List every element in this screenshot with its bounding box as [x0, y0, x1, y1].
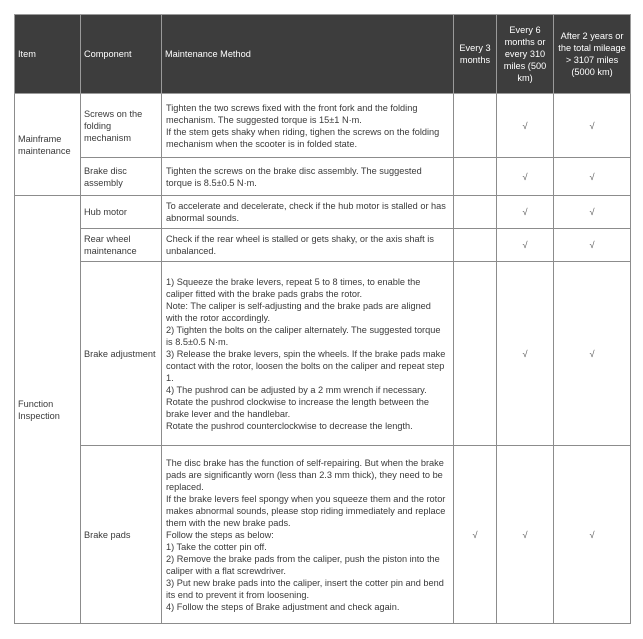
- method-line: 3) Put new brake pads into the caliper, insert the cotter pin and bend its end to prevent it from loosening.: [166, 577, 444, 600]
- table-row: [15, 196, 631, 229]
- header-maintenance-method: Maintenance Method: [162, 15, 454, 94]
- method-line: Note: The caliper is self-adjusting and the brake pads are aligned with the rotor accordingly.: [166, 300, 431, 323]
- check-cell-every-3-months: [454, 196, 497, 229]
- component-cell: Rear wheel maintenance: [81, 229, 162, 262]
- method-cell: [162, 229, 454, 262]
- check-mark: √: [497, 196, 554, 229]
- method-line: 4) The pushrod can be adjusted by a 2 mm wrench if necessary. Rotate the pushrod clockwise to increase the length between the brake lever and the handlebar.: [166, 384, 430, 419]
- method-line: 2) Remove the brake pads from the caliper, push the piston into the caliper with a flat screwdriver.: [166, 553, 440, 576]
- table-row: [15, 94, 631, 158]
- group-mainframe-maintenance: Mainframe maintenance: [15, 94, 81, 196]
- header-item: Item: [15, 15, 81, 94]
- check-cell-every-3-months: [454, 229, 497, 262]
- component-cell: Brake disc assembly: [81, 158, 162, 196]
- check-mark: √: [554, 196, 631, 229]
- maintenance-table-container: [14, 14, 630, 624]
- check-mark: √: [497, 158, 554, 196]
- maintenance-table: [14, 14, 631, 624]
- check-mark: √: [554, 158, 631, 196]
- method-line: If the stem gets shaky when riding, tighen the screws on the folding mechanism when the scooter is in folded state.: [166, 126, 440, 149]
- header-row: [15, 15, 631, 94]
- component-cell: Brake adjustment: [81, 262, 162, 446]
- check-mark: √: [554, 262, 631, 446]
- method-cell: [162, 196, 454, 229]
- table-row: [15, 229, 631, 262]
- method-line: 1) Squeeze the brake levers, repeat 5 to 8 times, to enable the caliper fitted with the brake pads grabs the rotor.: [166, 276, 421, 299]
- check-mark: √: [497, 262, 554, 446]
- group-function-inspection: Function Inspection: [15, 196, 81, 624]
- method-line: 2) Tighten the bolts on the caliper alternately. The suggested torque is 8.5±0.5 N·m.: [166, 324, 441, 347]
- component-cell: Hub motor: [81, 196, 162, 229]
- method-line: To accelerate and decelerate, check if the hub motor is stalled or has abnormal sounds.: [166, 201, 446, 223]
- check-cell-every-3-months: [454, 262, 497, 446]
- method-line: 1) Take the cotter pin off.: [166, 541, 267, 552]
- check-mark: √: [554, 229, 631, 262]
- method-line: Check if the rear wheel is stalled or gets shaky, or the axis shaft is unbalanced.: [166, 234, 434, 256]
- table-row: [15, 262, 631, 446]
- check-mark: √: [497, 446, 554, 624]
- check-mark: √: [454, 446, 497, 624]
- method-line: Rotate the pushrod counterclockwise to decrease the length.: [166, 420, 413, 431]
- header-component: Component: [81, 15, 162, 94]
- check-mark: √: [554, 446, 631, 624]
- method-cell: [162, 262, 454, 446]
- method-cell: [162, 94, 454, 158]
- header-after-2-years: After 2 years or the total mileage > 3107 miles (5000 km): [554, 15, 631, 94]
- method-cell: [162, 158, 454, 196]
- check-cell-every-3-months: [454, 94, 497, 158]
- method-line: The disc brake has the function of self-repairing. But when the brake pads are significantly worn (less than 2.3 mm thick), they need to be replaced.: [166, 457, 444, 492]
- header-every-3-months: Every 3 months: [454, 15, 497, 94]
- header-every-6-months: Every 6 months or every 310 miles (500 km): [497, 15, 554, 94]
- check-mark: √: [554, 94, 631, 158]
- check-mark: √: [497, 94, 554, 158]
- check-cell-every-3-months: [454, 158, 497, 196]
- method-line: Tighten the two screws fixed with the front fork and the folding mechanism. The suggested torque is 15±1 N·m.: [166, 102, 418, 125]
- method-line: 4) Follow the steps of Brake adjustment and check again.: [166, 601, 400, 612]
- check-mark: √: [497, 229, 554, 262]
- component-cell: Brake pads: [81, 446, 162, 624]
- method-line: If the brake levers feel spongy when you squeeze them and the rotor makes abnormal sounds, please stop riding immediately and replace them with the new brake pads.: [166, 493, 446, 528]
- table-row: [15, 446, 631, 624]
- method-cell: [162, 446, 454, 624]
- table-row: [15, 158, 631, 196]
- method-line: Tighten the screws on the brake disc assembly. The suggested torque is 8.5±0.5 N·m.: [166, 165, 422, 188]
- method-line: 3) Release the brake levers, spin the wheels. If the brake pads make contact with the rotor, loosen the bolts on the caliper and repeat step 1.: [166, 348, 446, 383]
- method-line: Follow the steps as below:: [166, 529, 274, 540]
- component-cell: Screws on the folding mechanism: [81, 94, 162, 158]
